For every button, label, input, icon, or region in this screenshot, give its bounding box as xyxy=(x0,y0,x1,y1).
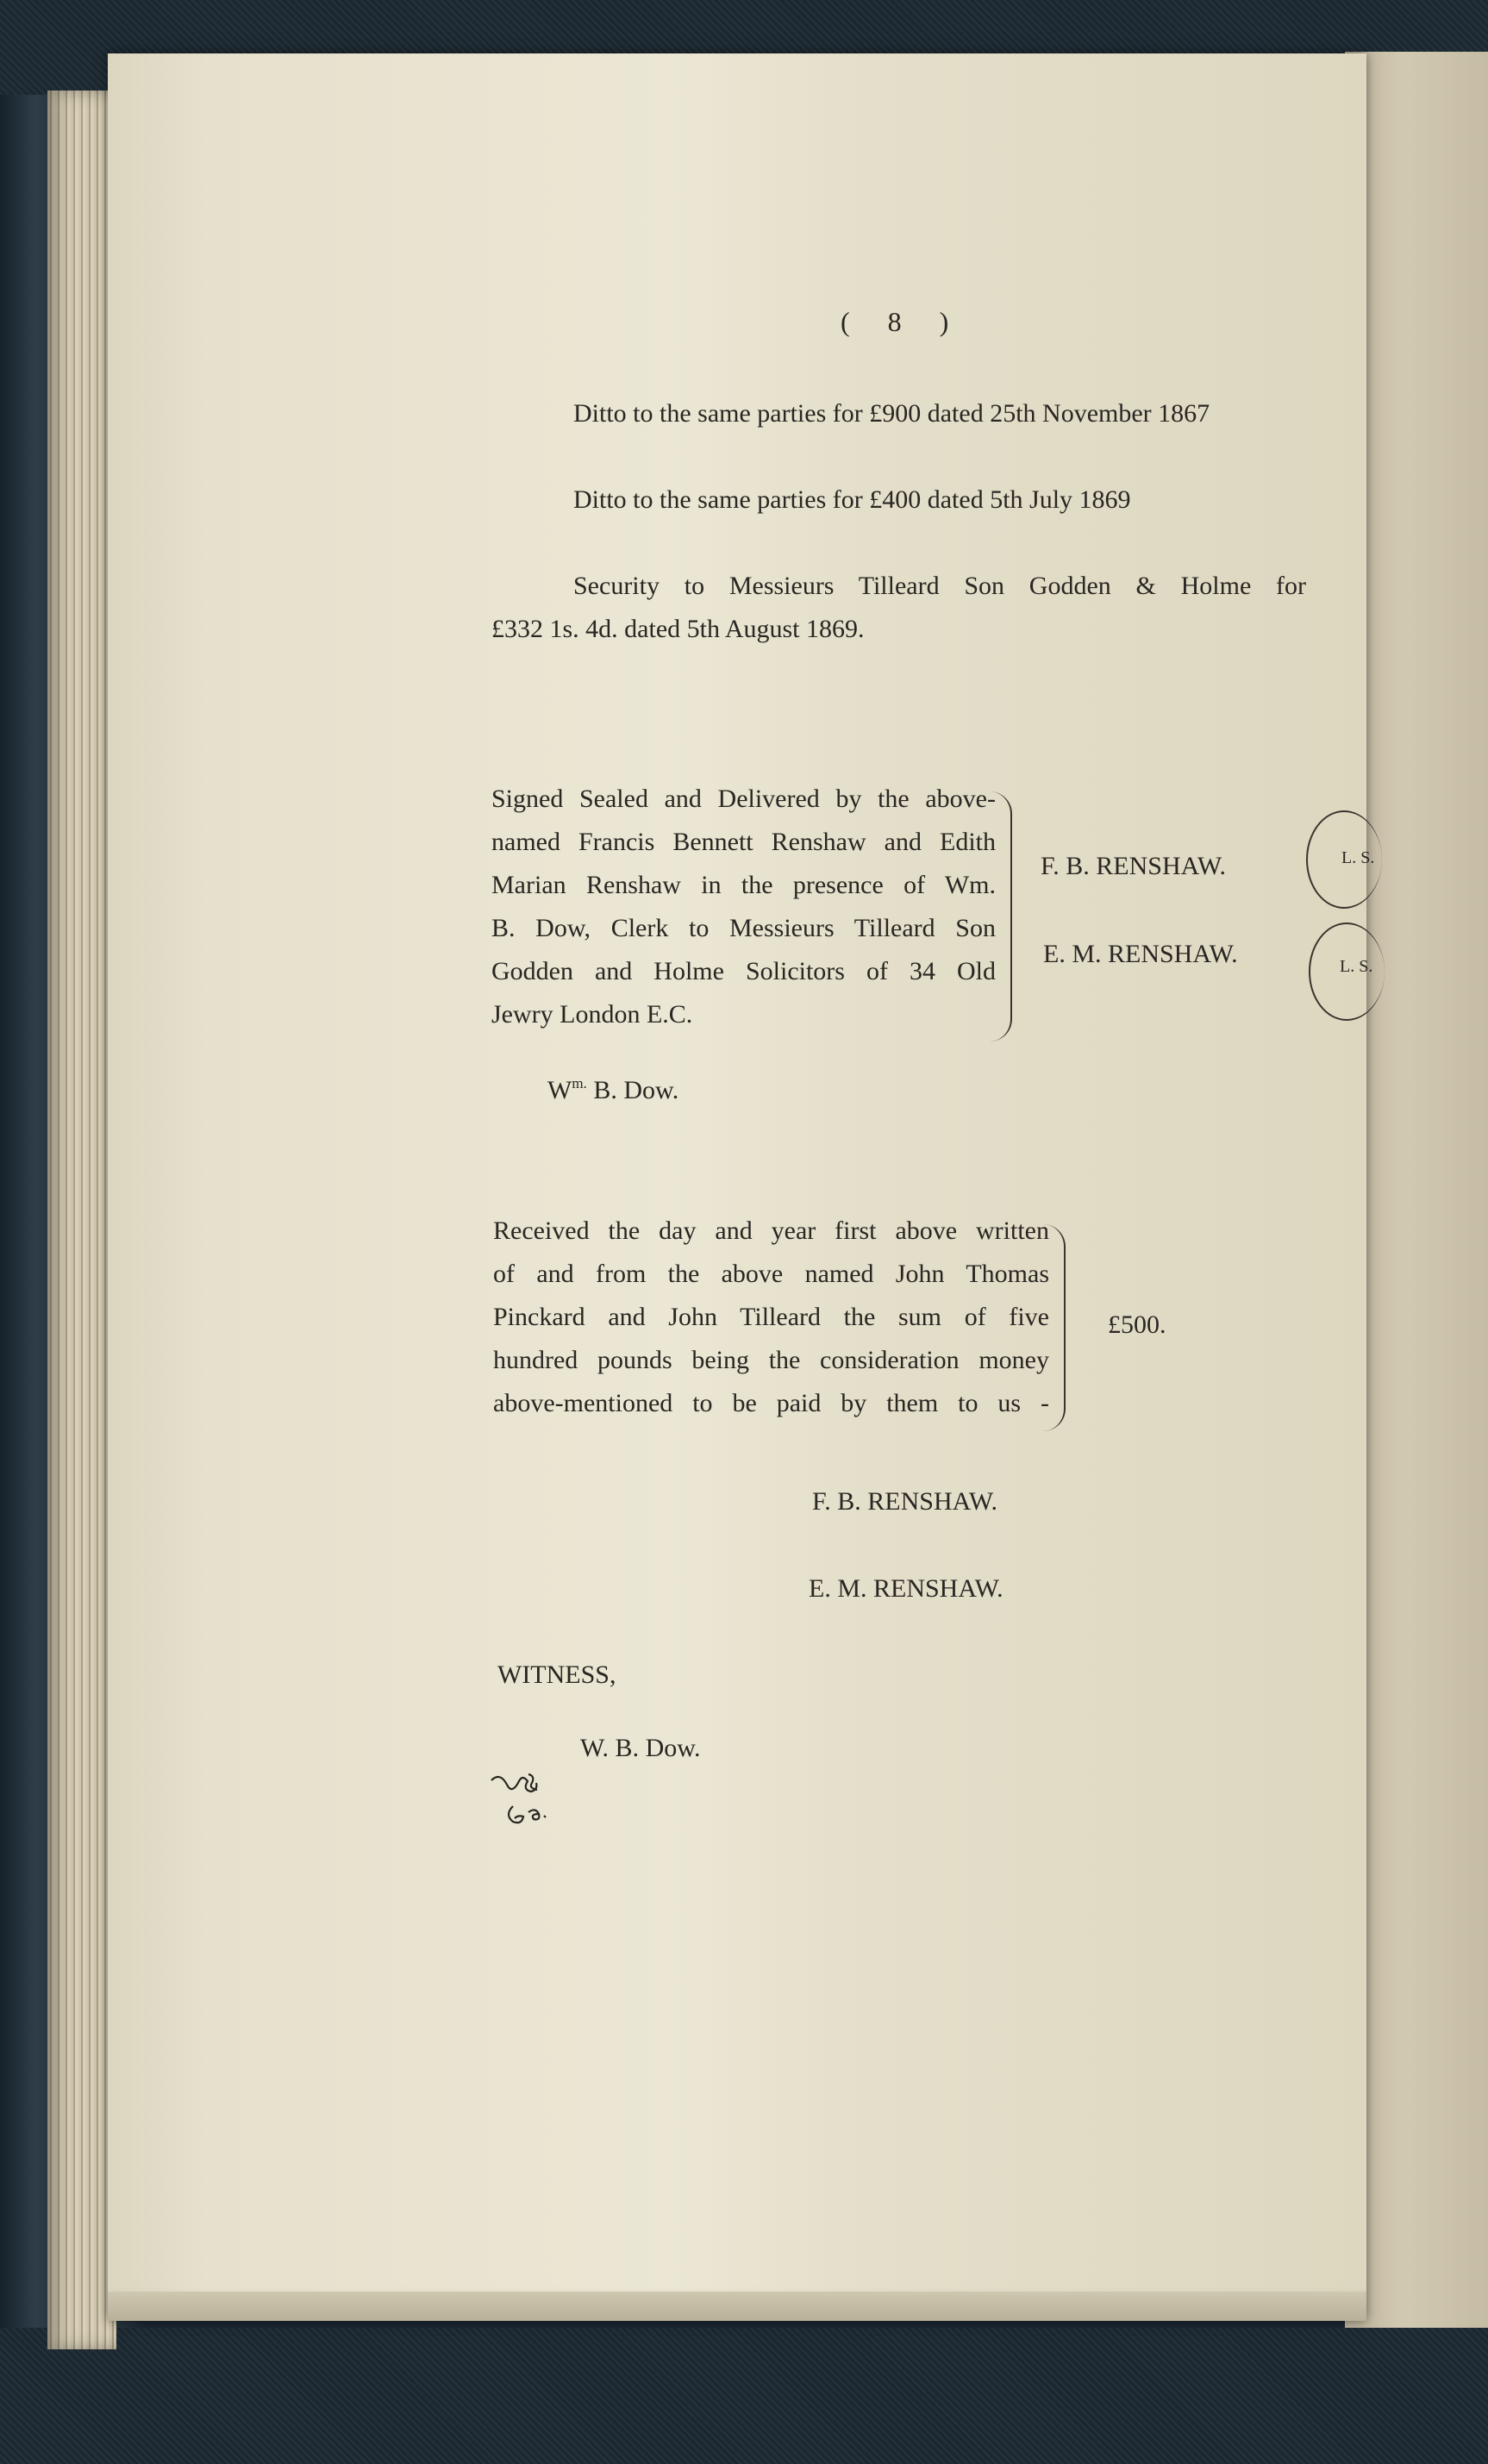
witness-1: $W^{m.}$ B. Dow. xyxy=(547,1075,679,1104)
receipt-line: of and from the above named John Thomas xyxy=(493,1260,1049,1288)
security-line-1 xyxy=(573,565,1306,608)
receipt-signatory-1: F. B. RENSHAW. xyxy=(812,1487,997,1516)
page-edges xyxy=(47,91,116,2349)
seal-label: L. S. xyxy=(1341,848,1375,867)
receipt-line: hundred pounds being the consideration money xyxy=(493,1346,1049,1374)
cloth-cover-bottom xyxy=(0,2328,1488,2464)
signed-line: named Francis Bennett Renshaw and Edith xyxy=(491,828,996,856)
receipt-paragraph xyxy=(493,1210,1049,1425)
signed-line: Marian Renshaw in the presence of Wm. xyxy=(491,871,996,899)
receipt-amount: £500. xyxy=(1108,1310,1166,1339)
superscript-m: m. xyxy=(572,1075,587,1091)
receipt-line: Received the day and year first above written xyxy=(493,1216,1049,1245)
signed-line: Jewry London E.C. xyxy=(491,1000,693,1029)
page-number: ( 8 ) xyxy=(841,306,965,337)
security-line-2: £332 1s. 4d. dated 5th August 1869. xyxy=(491,615,865,643)
witness-1-name: B. Dow. xyxy=(593,1076,679,1104)
witness-label: WITNESS, xyxy=(497,1660,616,1689)
brace xyxy=(990,791,1012,1041)
page-bottom-edge xyxy=(108,2292,1366,2321)
handwritten-initials xyxy=(487,1759,582,1836)
signed-sealed-paragraph xyxy=(491,778,996,1036)
receipt-signatory-2: E. M. RENSHAW. xyxy=(809,1574,1003,1603)
entry-line-1: Ditto to the same parties for £900 dated 25th November 1867 xyxy=(573,399,1210,428)
seal-label: L. S. xyxy=(1340,957,1373,976)
security-text-1: Security to Messieurs Tilleard Son Godden & Holme for xyxy=(573,572,1306,600)
signed-line: Godden and Holme Solicitors of 34 Old xyxy=(491,957,996,985)
entry-line-2: Ditto to the same parties for £400 dated 5th July 1869 xyxy=(573,485,1131,514)
brace xyxy=(1043,1224,1066,1431)
receipt-line: Pinckard and John Tilleard the sum of five xyxy=(493,1303,1049,1331)
receipt-line: above-mentioned to be paid by them to us - xyxy=(493,1389,1049,1417)
signed-line: Signed Sealed and Delivered by the above- xyxy=(491,785,996,813)
signed-line: B. Dow, Clerk to Messieurs Tilleard Son xyxy=(491,914,996,942)
witness-2: W. B. Dow. xyxy=(580,1734,701,1762)
signatory-1: F. B. RENSHAW. xyxy=(1041,852,1226,880)
signatory-2: E. M. RENSHAW. xyxy=(1043,940,1238,968)
